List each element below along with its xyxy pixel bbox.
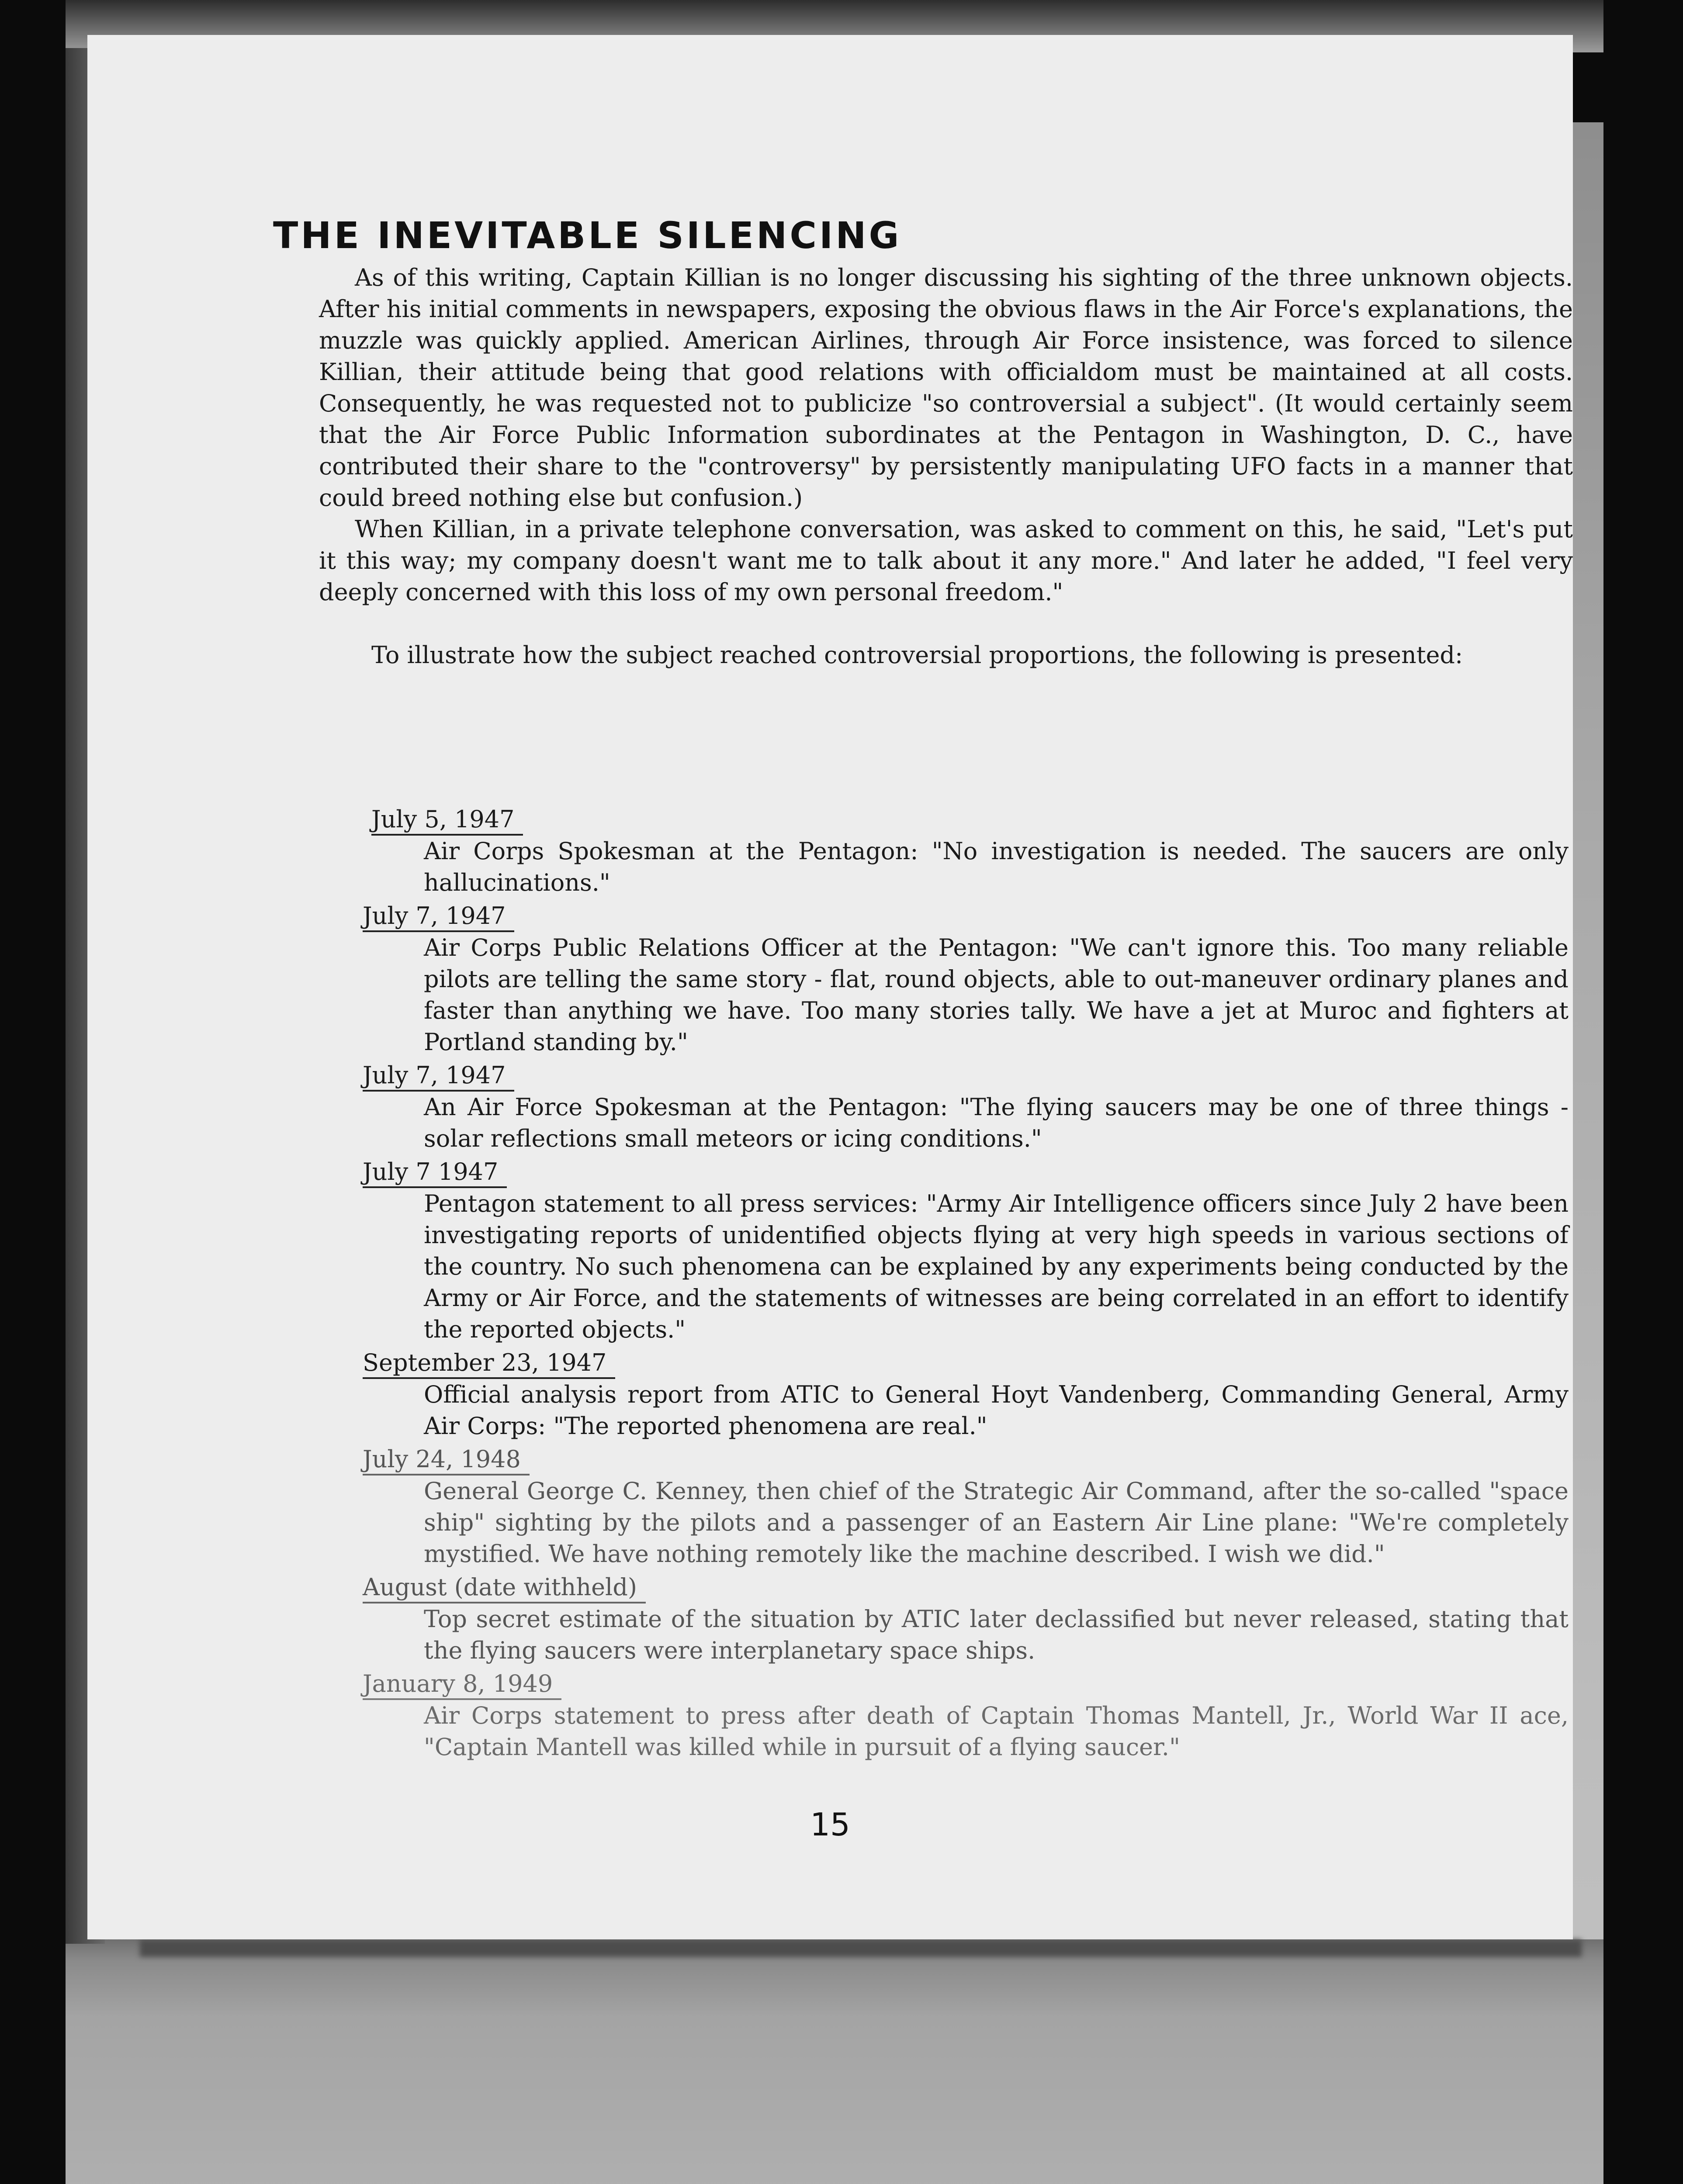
timeline-entry [319,1668,1573,1763]
timeline-entry [319,1444,1573,1570]
entry-date: July 7, 1947 [363,1061,514,1092]
timeline-entry [319,1060,1573,1154]
entry-text: Top secret estimate of the situation by ATIC later declassified but never released, stating that the flying saucers were interplanetary space ships. [424,1605,1569,1664]
photo-mat-lower [66,1939,1603,2184]
entry-text: An Air Force Spokesman at the Pentagon: "The flying saucers may be one of three things - solar reflections small meteors or icing conditions." [424,1093,1569,1152]
page-number: 15 [810,1806,850,1843]
entry-text: Air Corps Public Relations Officer at the Pentagon: "We can't ignore this. Too many reliable pilots are telling the same story - flat, round objects, able to out-maneuver ordinary planes and faster than anything we have. Too many stories tally. We have a jet at Muroc and fighters at Portland standing by." [424,934,1569,1056]
entry-text: Air Corps statement to press after death of Captain Thomas Mantell, Jr., World War II ace, "Captain Mantell was killed while in pursuit of a flying saucer." [424,1702,1569,1761]
entry-date: August (date withheld) [363,1573,646,1603]
body-text [319,262,1573,671]
entry-date: January 8, 1949 [363,1669,561,1700]
timeline-entry [319,1156,1573,1345]
page-title: THE INEVITABLE SILENCING [273,214,902,257]
timeline-entry [319,1572,1573,1666]
document-page [87,35,1573,1939]
entry-text: Pentagon statement to all press services: "Army Air Intelligence officers since July 2 have been investigating reports of unidentified objects flying at very high speeds in various sections of the country. No such phenomena can be explained by any experiments being conducted by the Army or Air Force, and the statements of witnesses are being correlated in an effort to identify the reported objects." [424,1190,1569,1343]
entry-text: General George C. Kenney, then chief of the Strategic Air Command, after the so-called "space ship" sighting by the pilots and a passenger of an Eastern Air Line plane: "We're completely mystified. We have nothing remotely like the machine described. I wish we did." [424,1477,1569,1568]
entry-date: July 7 1947 [363,1158,507,1188]
timeline-entry [319,804,1573,898]
entry-date: September 23, 1947 [363,1348,615,1379]
entry-date: July 7, 1947 [363,902,514,932]
page-shadow-bottom [140,1939,1582,1957]
entry-text: Air Corps Spokesman at the Pentagon: "No investigation is needed. The saucers are only hallucinations." [424,837,1569,896]
entry-date: July 24, 1948 [363,1445,530,1476]
timeline-entry [319,1347,1573,1442]
entry-date: July 5, 1947 [371,805,523,836]
entry-text: Official analysis report from ATIC to General Hoyt Vandenberg, Commanding General, Army Air Corps: "The reported phenomena are real." [424,1381,1569,1440]
timeline [319,804,1573,1765]
intro-paragraph: To illustrate how the subject reached controversial proportions, the following is presented: [371,641,1463,669]
paragraph: As of this writing, Captain Killian is no longer discussing his sighting of the three unknown objects. After his initial comments in newspapers, exposing the obvious flaws in the Air Force's explanations, the muzzle was quickly applied. American Airlines, through Air Force insistence, was forced to silence Killian, their attitude being that good relations with officialdom must be maintained at all costs. Consequently, he was requested not to publicize "so controversial a subject". (It would certainly seem that the Air Force Public Information subordinates at the Pentagon in Washington, D. C., have contributed their share to the "controversy" by persistently manipulating UFO facts in a manner that could breed nothing else but confusion.) [319,264,1573,511]
paragraph: When Killian, in a private telephone conversation, was asked to comment on this, he said, "Let's put it this way; my company doesn't want me to talk about it any more." And later he added, "I feel very deeply concerned with this loss of my own personal freedom." [319,515,1573,606]
timeline-entry [319,900,1573,1058]
